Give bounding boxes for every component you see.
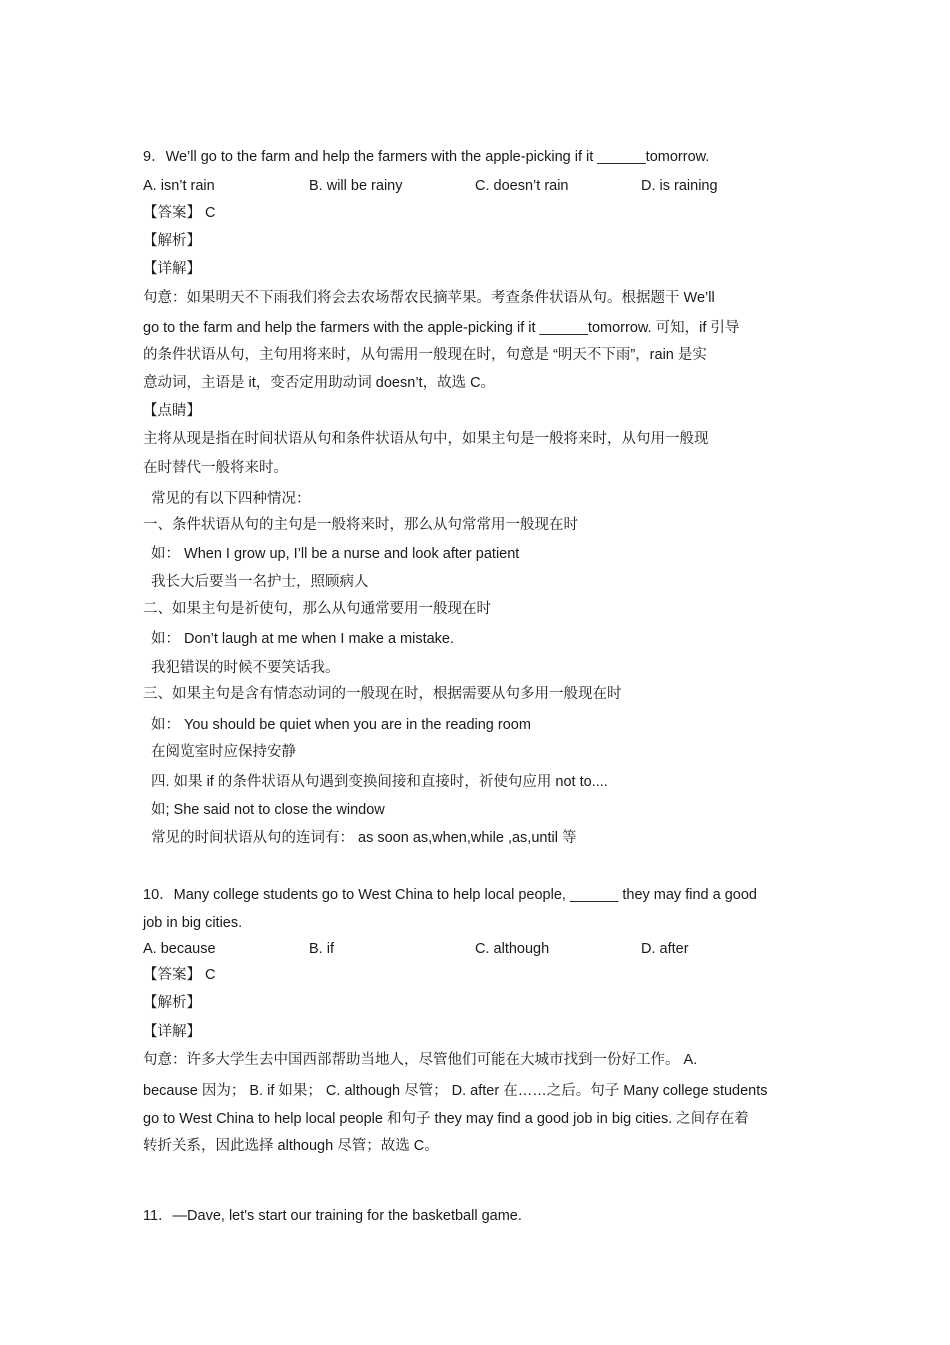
q10-stem: job in big cities. — [143, 915, 243, 931]
q9-option-b: B. will be rainy — [309, 178, 403, 194]
q9-case-line: 如： When I grow up, I’ll be a nurse and look after patient — [151, 546, 520, 562]
q9-case-line: 四. 如果 if 的条件状语从句遇到变换间接和直接时，祈使句应用 not to.... — [151, 774, 608, 790]
q9-case-line: 常见的时间状语从句的连词有： as soon as,when,while ,as,until 等 — [151, 830, 577, 846]
q10-option-b: B. if — [309, 941, 334, 957]
q9-option-a: A. isn’t rain — [143, 178, 215, 194]
q9-option-d: D. is raining — [641, 178, 718, 194]
q10-explain-line: 转折关系，因此选择 although 尽管；故选 C。 — [143, 1138, 439, 1154]
q10-explain-line: 句意：许多大学生去中国西部帮助当地人，尽管他们可能在大城市找到一份好工作。 A. — [143, 1052, 698, 1068]
q9-case-line: 如： You should be quiet when you are in the reading room — [151, 717, 531, 733]
q10-answer: 【答案】 C — [143, 967, 216, 983]
q10-jiexi-label: 【解析】 — [143, 995, 201, 1011]
q9-answer: 【答案】 C — [143, 205, 216, 221]
q9-case-line: 一、条件状语从句的主句是一般将来时，那么从句常常用一般现在时 — [143, 517, 578, 533]
q9-case-line: 如; She said not to close the window — [151, 802, 385, 818]
q11-stem: 11．—Dave, let's start our training for the basketball game. — [143, 1208, 522, 1224]
q9-case-line: 二、如果主句是祈使句，那么从句通常要用一般现在时 — [143, 601, 491, 617]
q9-explain-line: 意动词，主语是 it，变否定用助动词 doesn’t，故选 C。 — [143, 375, 496, 391]
q10-stem: 10．Many college students go to West China to help local people, ______ they may find a good — [143, 887, 757, 903]
q9-option-c: C. doesn’t rain — [475, 178, 569, 194]
q9-dianjing-label: 【点睛】 — [143, 403, 201, 419]
q9-case-line: 在阅览室时应保持安静 — [151, 744, 296, 760]
q10-xiangjie-label: 【详解】 — [143, 1024, 201, 1040]
q9-case-line: 三、如果主句是含有情态动词的一般现在时，根据需要从句多用一般现在时 — [143, 686, 622, 702]
q10-option-d: D. after — [641, 941, 689, 957]
q10-explain-line: go to West China to help local people 和句子 they may find a good job in big cities. 之间存在着 — [143, 1111, 749, 1127]
q10-option-c: C. although — [475, 941, 550, 957]
q9-stem: 9．We’ll go to the farm and help the farmers with the apple-picking if it ______tomorrow. — [143, 149, 710, 165]
q9-explain-line: 句意：如果明天不下雨我们将会去农场帮农民摘苹果。考查条件状语从句。根据题干 We’ll — [143, 290, 715, 306]
q9-explain-line: 的条件状语从句，主句用将来时，从句需用一般现在时，句意是 “明天不下雨”，rain 是实 — [143, 347, 707, 363]
q9-case-line: 我长大后要当一名护士，照顾病人 — [151, 574, 369, 590]
q10-explain-line: because 因为； B. if 如果； C. although 尽管； D. after 在……之后。句子 Many college students — [143, 1083, 768, 1099]
q9-case-line: 如： Don’t laugh at me when I make a mistake. — [151, 631, 455, 647]
q10-option-a: A. because — [143, 941, 216, 957]
q9-jiexi-label: 【解析】 — [143, 233, 201, 249]
q9-note-line: 主将从现是指在时间状语从句和条件状语从句中，如果主句是一般将来时，从句用一般现 — [143, 431, 709, 447]
q9-explain-line: go to the farm and help the farmers with the apple-picking if it ______tomorrow. 可知，if 引导 — [143, 320, 740, 336]
q9-case-line: 常见的有以下四种情况： — [151, 491, 311, 507]
q9-note-line: 在时替代一般将来时。 — [143, 460, 288, 476]
q9-xiangjie-label: 【详解】 — [143, 261, 201, 277]
q9-case-line: 我犯错误的时候不要笑话我。 — [151, 660, 340, 676]
